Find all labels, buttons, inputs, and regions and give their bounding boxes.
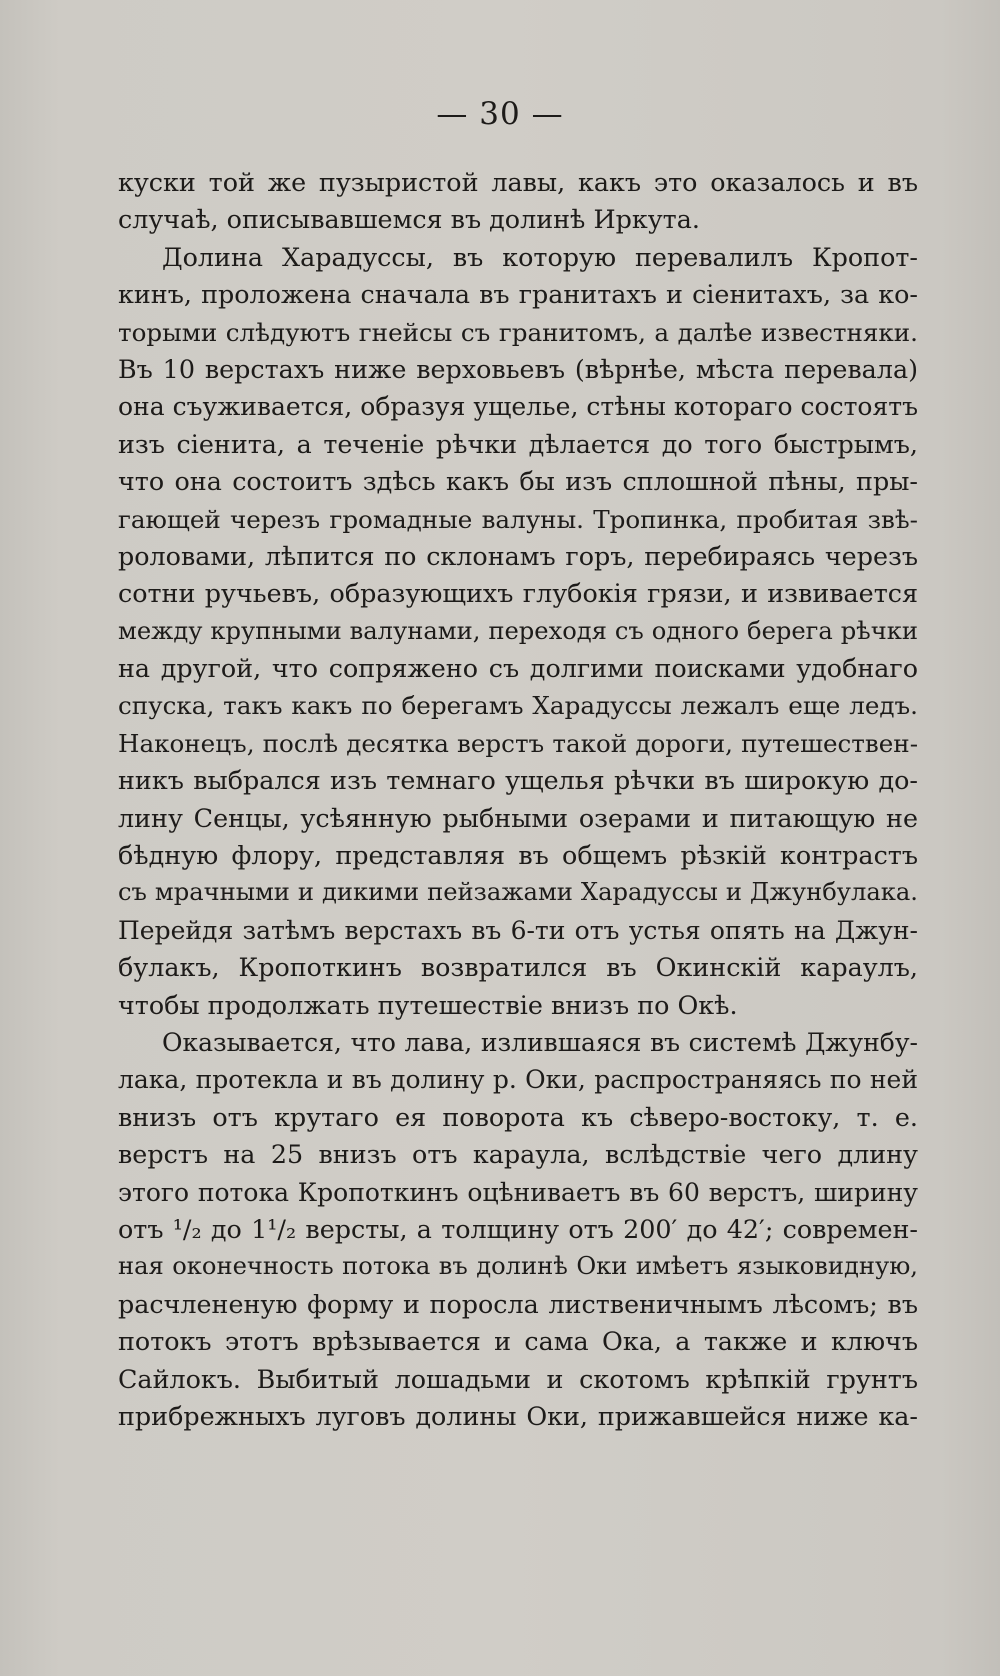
page-text bbox=[118, 164, 918, 1435]
page-number: — 30 — bbox=[436, 96, 564, 132]
text-line: спуска, такъ какъ по берегамъ Харадуссы лежалъ еще ледъ. bbox=[118, 691, 918, 721]
text-line: Перейдя затѣмъ верстахъ въ 6-ти отъ устья опять на Джун- bbox=[118, 915, 918, 945]
text-line: ная оконечность потока въ долинѣ Оки имѣетъ языковидную, bbox=[118, 1252, 918, 1281]
text-line: на другой, что сопряжено съ долгими поисками удобнаго bbox=[118, 653, 918, 684]
text-line: она съуживается, образуя ущелье, стѣны котораго состоятъ bbox=[118, 392, 918, 422]
text-line: лину Сенцы, усѣянную рыбными озерами и питающую не bbox=[118, 802, 918, 833]
text-line: кинъ, проложена сначала въ гранитахъ и сіенитахъ, за ко- bbox=[118, 279, 918, 310]
text-line: сотни ручьевъ, образующихъ глубокія грязи, и извивается bbox=[118, 578, 918, 609]
paragraph-1 bbox=[118, 164, 918, 239]
text-line: Въ 10 верстахъ ниже верховьевъ (вѣрнѣе, мѣста перевала) bbox=[118, 353, 918, 384]
text-line: верстъ на 25 внизъ отъ караула, вслѣдствіе чего длину bbox=[118, 1139, 918, 1170]
text-line: чтобы продолжать путешествіе внизъ по Окѣ. bbox=[118, 989, 738, 1020]
text-line: что она состоитъ здѣсь какъ бы изъ сплошной пѣны, пры- bbox=[118, 466, 918, 497]
text-line: этого потока Кропоткинъ оцѣниваетъ въ 60 верстъ, ширину bbox=[118, 1177, 918, 1207]
text-line: внизъ отъ крутаго ея поворота къ сѣверо-востоку, т. е. bbox=[118, 1101, 918, 1132]
text-line: отъ ¹/₂ до 1¹/₂ версты, а толщину отъ 200′ до 42′; современ- bbox=[118, 1213, 918, 1244]
text-line: Наконецъ, послѣ десятка верстъ такой дороги, путешествен- bbox=[118, 728, 918, 758]
text-line: расчлененую форму и поросла лиственичнымъ лѣсомъ; въ bbox=[118, 1288, 918, 1319]
text-line: гающей черезъ громадные валуны. Тропинка, пробитая звѣ- bbox=[118, 504, 918, 534]
text-line: лака, протекла и въ долину р. Оки, распространяясь по ней bbox=[118, 1065, 918, 1095]
text-line: Долина Харадуссы, въ которую перевалилъ Кропот- bbox=[162, 241, 918, 272]
text-line: булакъ, Кропоткинъ возвратился въ Окинскій караулъ, bbox=[118, 952, 918, 983]
text-line: прибрежныхъ луговъ долины Оки, прижавшейся ниже ка- bbox=[118, 1400, 918, 1431]
text-line: случаѣ, описывавшемся въ долинѣ Иркута. bbox=[118, 204, 700, 235]
text-line: бѣдную флору, представляя въ общемъ рѣзкій контрастъ bbox=[118, 840, 918, 871]
text-line: никъ выбрался изъ темнаго ущелья рѣчки въ широкую до- bbox=[118, 765, 918, 796]
text-line: съ мрачными и дикими пейзажами Харадуссы и Джунбулака. bbox=[118, 878, 918, 907]
text-line: Сайлокъ. Выбитый лошадьми и скотомъ крѣпкій грунтъ bbox=[118, 1363, 918, 1394]
text-line: торыми слѣдуютъ гнейсы съ гранитомъ, а далѣе известняки. bbox=[118, 317, 918, 347]
paragraph-3 bbox=[118, 1024, 918, 1435]
text-line: потокъ этотъ врѣзывается и сама Ока, а также и ключъ bbox=[118, 1326, 918, 1357]
paragraph-2 bbox=[118, 239, 918, 1024]
text-line: роловами, лѣпится по склонамъ горъ, перебираясь черезъ bbox=[118, 540, 918, 571]
text-line: Оказывается, что лава, излившаяся въ системѣ Джунбу- bbox=[162, 1027, 918, 1057]
text-line: изъ сіенита, а теченіе рѣчки дѣлается до того быстрымъ, bbox=[118, 428, 918, 459]
text-line: куски той же пузыристой лавы, какъ это оказалось и въ bbox=[118, 167, 918, 197]
text-line: между крупными валунами, переходя съ одного берега рѣчки bbox=[118, 616, 918, 645]
